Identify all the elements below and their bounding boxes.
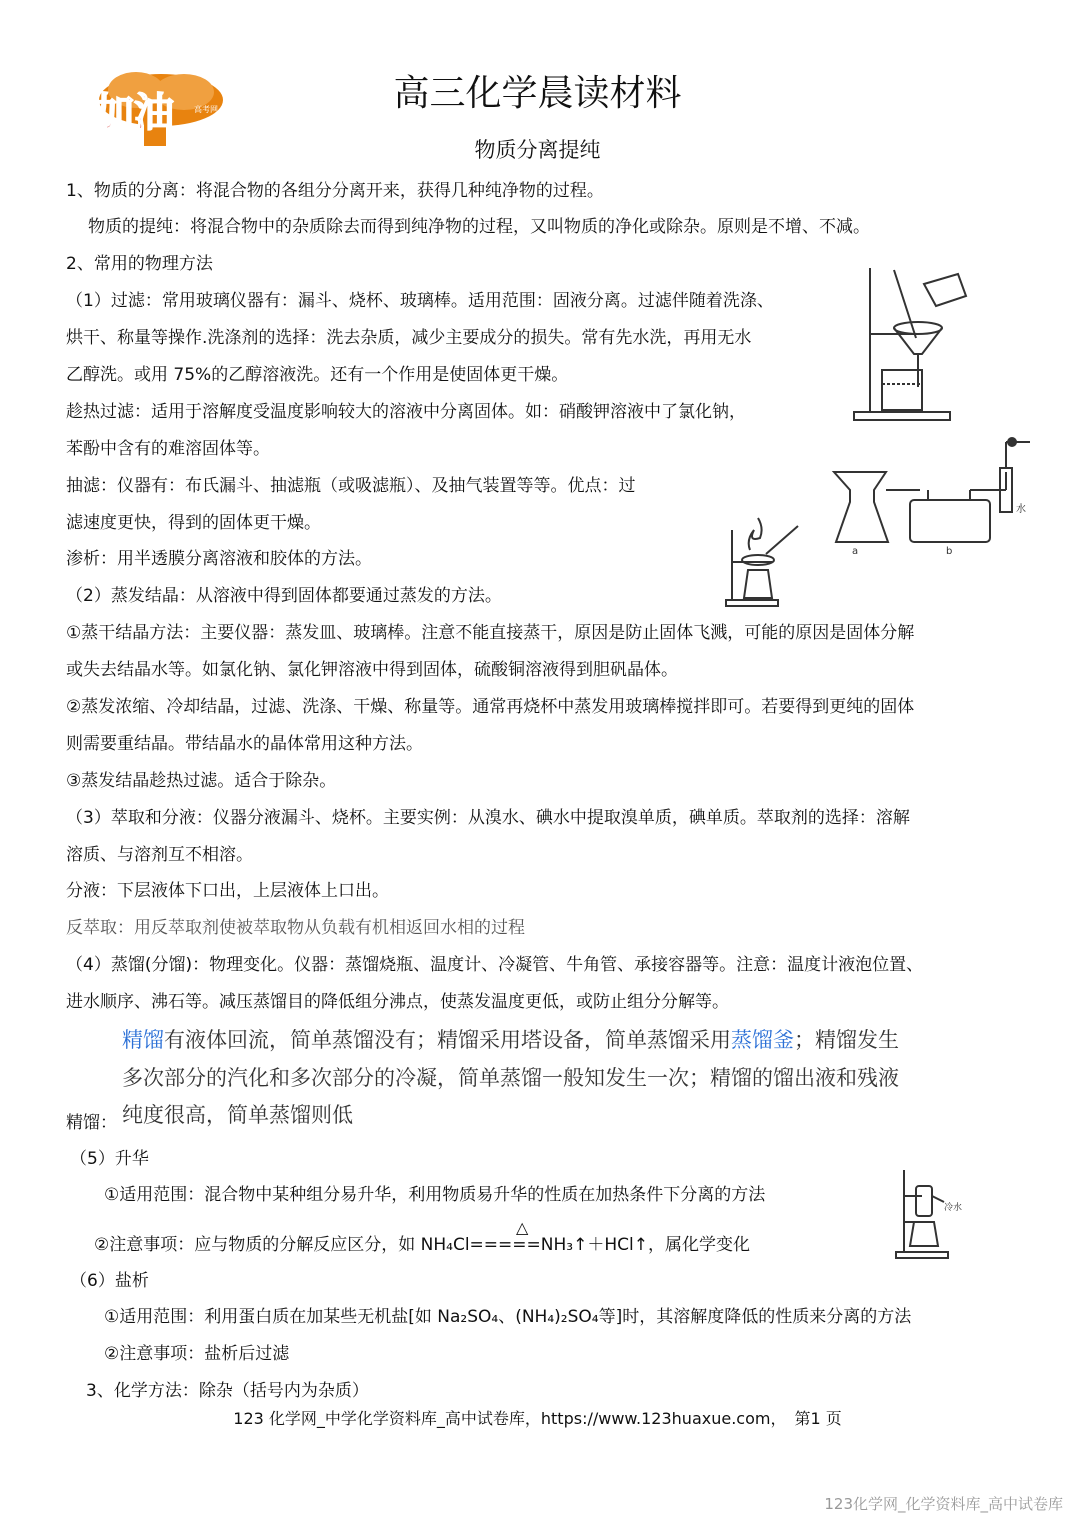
page-title: 高三化学晨读材料 [393, 73, 682, 114]
suction-label-b: b [946, 546, 953, 557]
text-line: （6）盐析 [70, 1271, 149, 1291]
text-line: （5）升华 [70, 1149, 149, 1169]
text-line: ③蒸发结晶趁热过滤。适合于除杂。 [66, 771, 337, 791]
sublimation-figure [892, 1166, 974, 1260]
text-line: 渗析：用半透膜分离溶液和胶体的方法。 [66, 549, 372, 569]
text-line: 苯酚中含有的难溶固体等。 [66, 439, 270, 459]
text-line: 物质的提纯：将混合物中的杂质除去而得到纯净物的过程，又叫物质的净化或除杂。原则是不增、不减。 [88, 217, 870, 237]
text-line: （4）蒸馏(分馏)：物理变化。仪器：蒸馏烧瓶、温度计、冷凝管、牛角管、承接容器等。注意：温度计液泡位置、 [66, 955, 924, 975]
text-line: 或失去结晶水等。如氯化钠、氯化钾溶液中得到固体，硫酸铜溶液得到胆矾晶体。 [66, 660, 678, 680]
page-subtitle: 物质分离提纯 [474, 138, 601, 162]
text-line: ②注意事项：盐析后过滤 [104, 1344, 290, 1364]
text-line: （3）萃取和分液：仪器分液漏斗、烧杯。主要实例：从溴水、碘水中提取溴单质，碘单质。萃取剂的选择：溶解 [66, 808, 910, 828]
rectification-text: 有液体回流，简单蒸馏没有；精馏采用塔设备，简单蒸馏采用 [164, 1028, 731, 1052]
rectification-text-end: ；精馏发生 [794, 1028, 899, 1052]
logo-small-text: 高考网 [194, 105, 218, 114]
rectification-note-line: 纯度很高，简单蒸馏则低 [122, 1103, 353, 1127]
text-line: 趁热过滤：适用于溶解度受温度影响较大的溶液中分离固体。如：硝酸钾溶液中了氯化钠， [66, 402, 746, 422]
logo-text: 加油 [94, 90, 174, 136]
text-line: 乙醇洗。或用 75%的乙醇溶液洗。还有一个作用是使固体更干燥。 [66, 365, 569, 385]
text-line: 进水顺序、沸石等。减压蒸馏目的降低组分沸点，使蒸发温度更低，或防止组分分解等。 [66, 992, 729, 1012]
text-line: （2）蒸发结晶：从溶液中得到固体都要通过蒸发的方法。 [66, 586, 502, 606]
text-line: 抽滤：仪器有：布氏漏斗、抽滤瓶（或吸滤瓶）、及抽气装置等等。优点：过 [66, 476, 636, 496]
page-footer: 123 化学网_中学化学资料库_高中试卷库，https://www.123huaxue.com， 第1 页 [233, 1409, 842, 1428]
rectification-note-line: 多次部分的汽化和多次部分的冷凝，简单蒸馏一般知发生一次；精馏的馏出液和残液 [122, 1066, 899, 1090]
text-line: （1）过滤：常用玻璃仪器有：漏斗、烧杯、玻璃棒。适用范围：固液分离。过滤伴随着洗涤、 [66, 291, 774, 311]
suction-label-water: 水 [1016, 504, 1026, 515]
rectification-note-line [122, 1025, 899, 1055]
suction-label-a: a [852, 546, 859, 557]
text-line: 2、常用的物理方法 [66, 254, 213, 274]
filtration-figure [848, 262, 978, 424]
evaporation-figure [722, 510, 804, 610]
text-line: ①适用范围：混合物中某种组分易升华，利用物质易升华的性质在加热条件下分离的方法 [104, 1185, 766, 1205]
text-line: 3、化学方法：除杂（括号内为杂质） [86, 1381, 369, 1401]
text-line: 分液：下层液体下口出，上层液体上口出。 [66, 881, 389, 901]
watermark: 123化学网_化学资料库_高中试卷库 [824, 1495, 1063, 1513]
rectification-term: 精馏 [122, 1028, 164, 1052]
still-term: 蒸馏釜 [731, 1028, 794, 1052]
text-line: 1、物质的分离：将混合物的各组分分离开来，获得几种纯净物的过程。 [66, 181, 604, 201]
text-line: 烘干、称量等操作.洗涤剂的选择：洗去杂质，减少主要成分的损失。常有先水洗，再用无水 [66, 328, 752, 348]
sublimation-label: 冷水 [944, 1203, 963, 1213]
text-line: ②蒸发浓缩、冷却结晶，过滤、洗涤、干燥、称量等。通常再烧杯中蒸发用玻璃棒搅拌即可。若要得到更纯的固体 [66, 697, 915, 717]
text-line: ②注意事项：应与物质的分解反应区分，如 NH₄Cl=====NH₃↑＋HCl↑，属化学变化 [94, 1235, 750, 1255]
text-line: ①适用范围：利用蛋白质在加某些无机盐[如 Na₂SO₄、(NH₄)₂SO₄等]时，其溶解度降低的性质来分离的方法 [104, 1307, 912, 1327]
text-line: 溶质、与溶剂互不相溶。 [66, 845, 253, 865]
heat-symbol: △ [516, 1218, 529, 1237]
text-line: 滤速度更快，得到的固体更干燥。 [66, 513, 321, 533]
text-line: 则需要重结晶。带结晶水的晶体常用这种方法。 [66, 734, 423, 754]
suction-filtration-figure [830, 432, 1045, 557]
text-line: 精馏： [66, 1113, 117, 1133]
text-line: 反萃取：用反萃取剂使被萃取物从负载有机相返回水相的过程 [66, 918, 525, 938]
text-line: ①蒸干结晶方法：主要仪器：蒸发皿、玻璃棒。注意不能直接蒸干，原因是防止固体飞溅，可能的原因是固体分解 [66, 623, 915, 643]
